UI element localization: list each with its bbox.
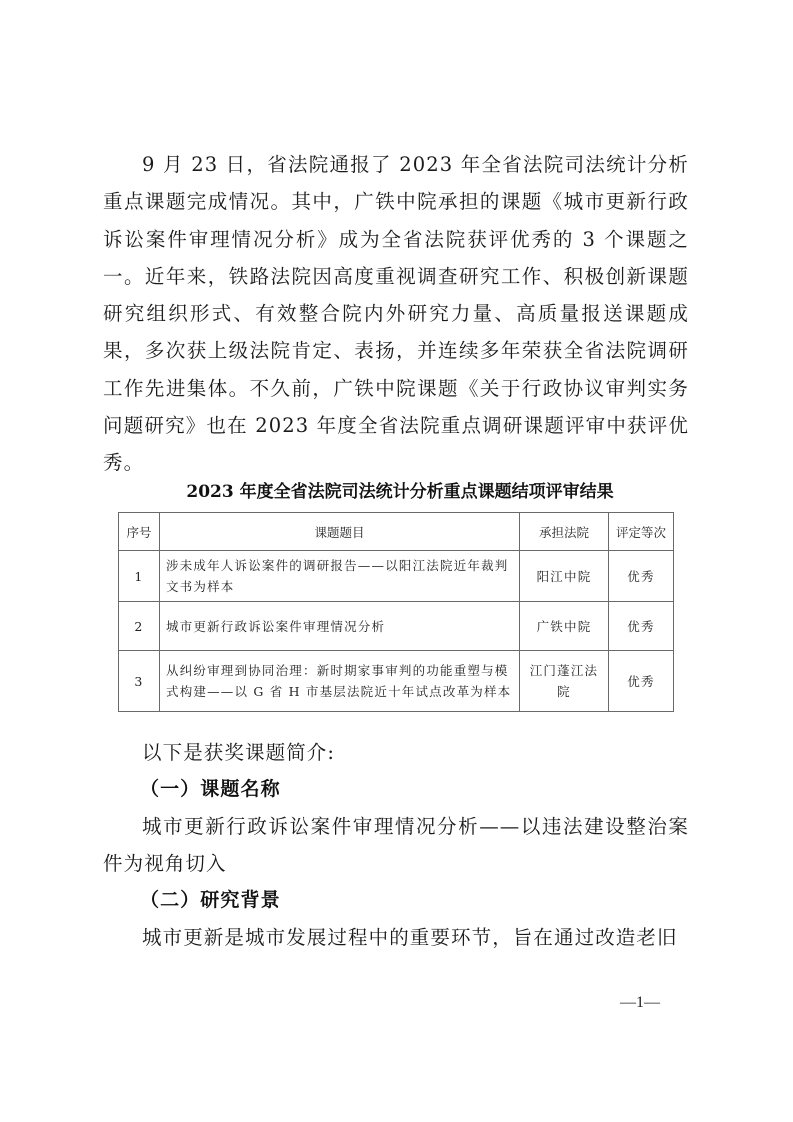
summary-intro: 以下是获奖课题简介: [142, 741, 336, 764]
cell-grade: 优秀 [609, 651, 674, 712]
page-number: —1— [620, 994, 660, 1011]
cell-grade: 优秀 [609, 602, 674, 651]
table-row [119, 551, 674, 602]
cell-grade: 优秀 [609, 551, 674, 602]
table-row [119, 651, 674, 712]
cell-title: 从纠纷审理到协同治理：新时期家事审判的功能重塑与模式构建——以 G 省 H 市基层法院近十年试点改革为样本 [160, 651, 520, 712]
header-grade: 评定等次 [609, 513, 674, 551]
intro-paragraph: 9 月 23 日，省法院通报了 2023 年全省法院司法统计分析重点课题完成情况。其中，广铁中院承担的课题《城市更新行政诉讼案件审理情况分析》成为全省法院获评优秀的 3 个课题之一。近年来，铁路法院因高度重视调查研究工作、积极创新课题研究组织形式、有效整合院内外研究力量、高质量报送课题成果，多次获上级法院肯定、表扬，并连续多年荣获全省法院调研工作先进集体。不久前，广铁中院课题《关于行政协议审判实务问题研究》也在 2023 年度全省法院重点调研课题评审中获评优秀。 [103, 153, 689, 475]
table-title: 2023 年度全省法院司法统计分析重点课题结项评审结果 [186, 482, 614, 502]
cell-court: 阳江中院 [520, 551, 609, 602]
table-header-row [119, 513, 674, 551]
header-title: 课题题目 [160, 513, 520, 551]
cell-no: 1 [119, 551, 160, 602]
section-body-2: 城市更新是城市发展过程中的重要环节，旨在通过改造老旧 [142, 926, 678, 949]
cell-court: 江门蓬江法院 [520, 651, 609, 712]
cell-court: 广铁中院 [520, 602, 609, 651]
cell-no: 3 [119, 651, 160, 712]
cell-title: 城市更新行政诉讼案件审理情况分析 [160, 602, 520, 651]
section-body-1: 城市更新行政诉讼案件审理情况分析——以违法建设整治案件为视角切入 [103, 815, 689, 876]
results-table [118, 512, 674, 712]
header-court: 承担法院 [520, 513, 609, 551]
section-heading-2: （二）研究背景 [140, 889, 281, 911]
header-no: 序号 [119, 513, 160, 551]
cell-title: 涉未成年人诉讼案件的调研报告——以阳江法院近年裁判文书为样本 [160, 551, 520, 602]
section-heading-1: （一）课题名称 [140, 778, 281, 800]
table-row [119, 602, 674, 651]
cell-no: 2 [119, 602, 160, 651]
